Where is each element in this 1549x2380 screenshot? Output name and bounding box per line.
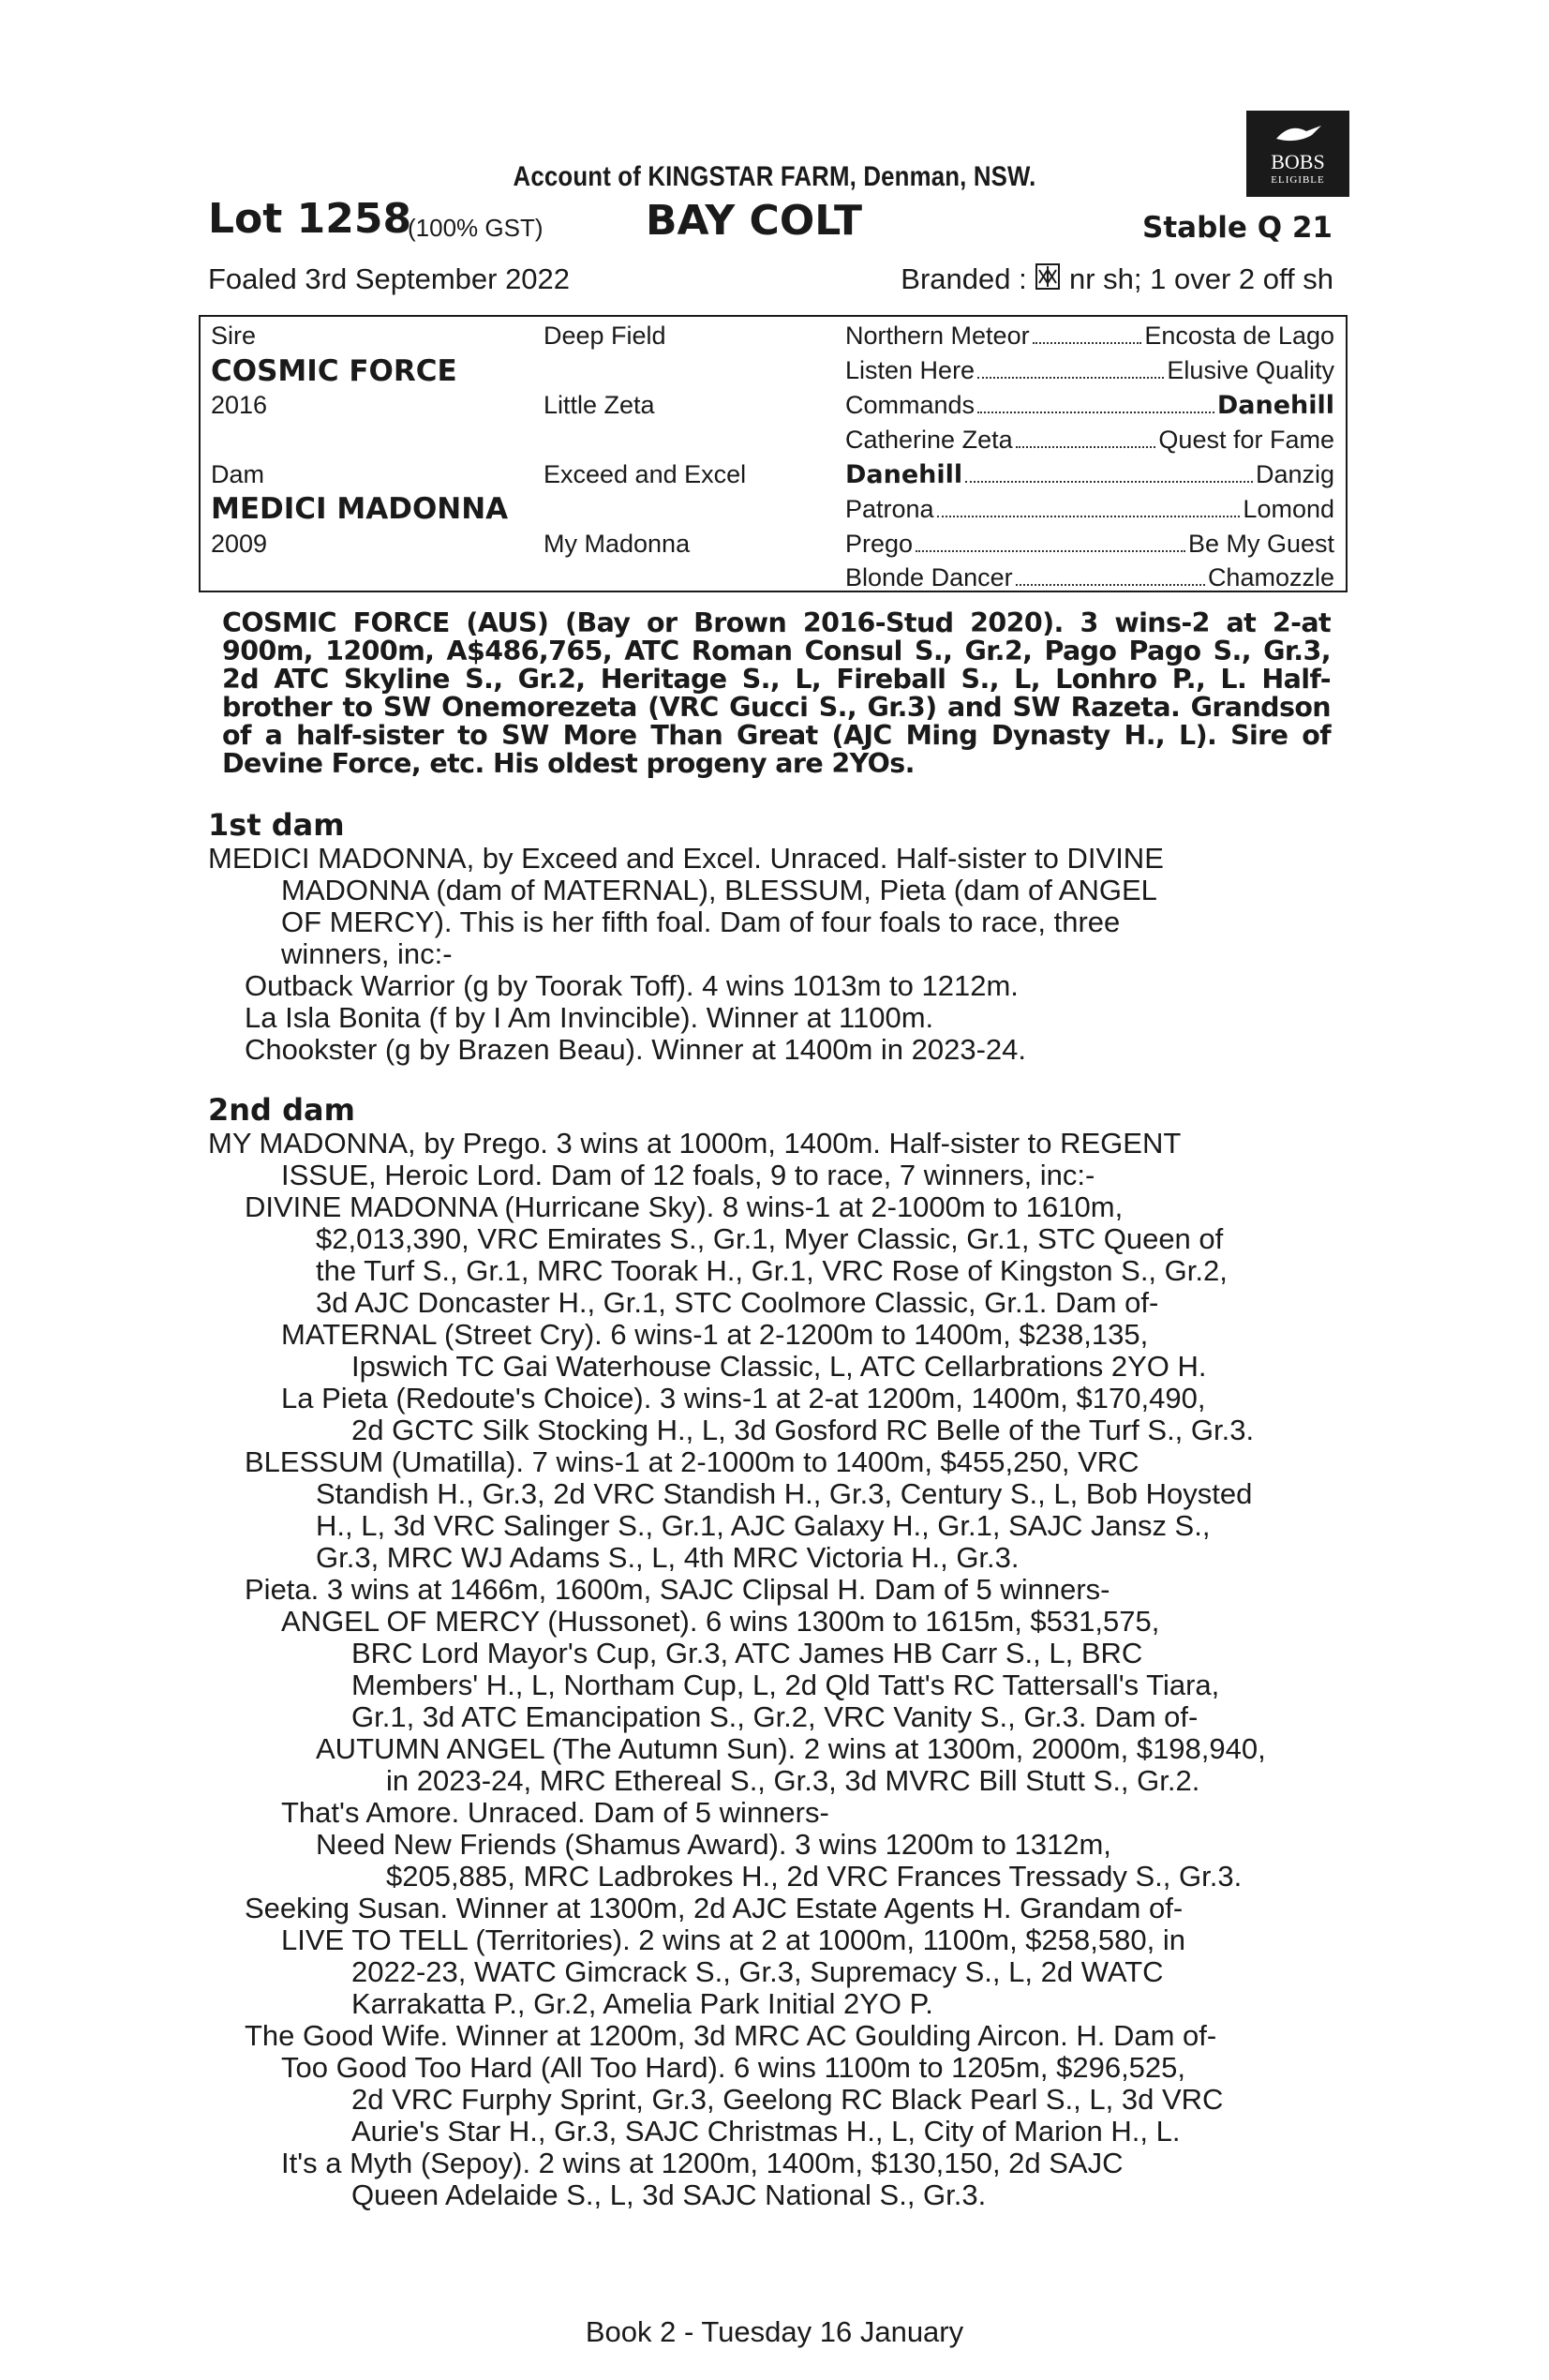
gst-note: (100% GST) xyxy=(408,214,544,242)
sire-summary: COSMIC FORCE (AUS) (Bay or Brown 2016-Stud 2020). 3 wins-2 at 2-at 900m, 1200m, A$486,765, ATC Roman Consul S., Gr.2, Pago Pago S., Gr.3, 2d ATC Skyline S., Gr.2, Heritage S., L, Fireball S., L, Lonhro P., L. Half-brother to SW Onemorezeta (VRC Gucci S., Gr.3) and SW Razeta. Grandson of a half-sister to SW More Than Great (AJC Ming Dynasty H., L). Sire of Devine Force, etc. His oldest progeny are 2YOs. xyxy=(222,607,1331,779)
dam-year: 2009 xyxy=(211,530,268,558)
account-of: Account of KINGSTAR FARM, Denman, NSW. xyxy=(513,161,1036,192)
progeny-line: Gr.1, 3d ATC Emancipation S., Gr.2, VRC Vanity S., Gr.3. Dam of- xyxy=(351,1700,1199,1733)
dam-line: MY MADONNA, by Prego. 3 wins at 1000m, 1400m. Half-sister to REGENT xyxy=(208,1127,1182,1160)
progeny-line: AUTUMN ANGEL (The Autumn Sun). 2 wins at 1300m, 2000m, $198,940, xyxy=(316,1732,1266,1765)
progeny-line: 3d AJC Doncaster H., Gr.1, STC Coolmore Classic, Gr.1. Dam of- xyxy=(316,1286,1159,1319)
stable-number: Stable Q 21 xyxy=(1142,211,1333,245)
gp-left: Northern Meteor xyxy=(845,322,1030,350)
progeny-line: Pieta. 3 wins at 1466m, 1600m, SAJC Clipsal H. Dam of 5 winners- xyxy=(245,1573,1110,1606)
progeny-line: 2022-23, WATC Gimcrack S., Gr.3, Supremacy S., L, 2d WATC xyxy=(351,1955,1164,1988)
sire-name: COSMIC FORCE xyxy=(211,354,457,388)
gp-row xyxy=(845,530,1334,559)
gp-row xyxy=(845,426,1334,455)
progeny-line: 2d GCTC Silk Stocking H., L, 3d Gosford RC Belle of the Turf S., Gr.3. xyxy=(351,1414,1255,1446)
gp-right: Encosta de Lago xyxy=(1144,322,1334,350)
progeny-line: Aurie's Star H., Gr.3, SAJC Christmas H., L, City of Marion H., L. xyxy=(351,2115,1181,2148)
dam-line: winners, inc:- xyxy=(281,937,453,970)
gp-row xyxy=(845,460,1334,489)
dam-line: ISSUE, Heroic Lord. Dam of 12 foals, 9 to race, 7 winners, inc:- xyxy=(281,1159,1095,1191)
gp-left: Commands xyxy=(845,391,976,419)
gp-right: Lomond xyxy=(1243,495,1334,523)
section-heading: 2nd dam xyxy=(208,1092,355,1128)
section-heading: 1st dam xyxy=(208,807,345,843)
gp-row xyxy=(845,391,1334,420)
progeny-line: DIVINE MADONNA (Hurricane Sky). 8 wins-1 at 2-1000m to 1610m, xyxy=(245,1190,1124,1223)
branded-description: nr sh; 1 over 2 off sh xyxy=(1068,262,1333,295)
progeny-line: LIVE TO TELL (Territories). 2 wins at 2 at 1000m, 1100m, $258,580, in xyxy=(281,1923,1185,1956)
progeny-line: Outback Warrior (g by Toorak Toff). 4 wins 1013m to 1212m. xyxy=(245,969,1019,1002)
dam-sire: Exceed and Excel xyxy=(544,460,747,488)
progeny-line: The Good Wife. Winner at 1200m, 3d MRC AC Goulding Aircon. H. Dam of- xyxy=(245,2019,1217,2052)
lot-line xyxy=(208,195,1333,251)
branded-info xyxy=(901,262,1333,296)
gp-left: Catherine Zeta xyxy=(845,426,1013,454)
progeny-line: Standish H., Gr.3, 2d VRC Standish H., Gr.3, Century S., L, Bob Hoysted xyxy=(316,1477,1253,1510)
gp-left: Patrona xyxy=(845,495,934,523)
progeny-line: La Pieta (Redoute's Choice). 3 wins-1 at 2-at 1200m, 1400m, $170,490, xyxy=(281,1382,1206,1415)
progeny-line: La Isla Bonita (f by I Am Invincible). Winner at 1100m. xyxy=(245,1001,934,1034)
gp-row xyxy=(845,356,1334,385)
foaled-date: Foaled 3rd September 2022 xyxy=(208,262,571,295)
page-footer: Book 2 - Tuesday 16 January xyxy=(585,2315,964,2348)
logo-main-text: BOBS xyxy=(1271,150,1325,173)
branded-label: Branded : xyxy=(901,262,1027,295)
first-dam-section xyxy=(208,807,1338,1110)
gp-left: Danehill xyxy=(845,460,963,489)
bobs-eligible-logo xyxy=(1246,111,1349,197)
dam-line: MEDICI MADONNA, by Exceed and Excel. Unraced. Half-sister to DIVINE xyxy=(208,842,1164,875)
progeny-line: Queen Adelaide S., L, 3d SAJC National S., Gr.3. xyxy=(351,2178,987,2211)
pedigree-table xyxy=(199,315,1348,592)
progeny-line: $205,885, MRC Ladbrokes H., 2d VRC Frances Tressady S., Gr.3. xyxy=(386,1860,1243,1893)
gp-right: Danehill xyxy=(1216,391,1334,420)
progeny-line: Karrakatta P., Gr.2, Amelia Park Initial 2YO P. xyxy=(351,1987,933,2020)
progeny-line: Seeking Susan. Winner at 1300m, 2d AJC Estate Agents H. Grandam of- xyxy=(245,1892,1184,1924)
progeny-line: Gr.3, MRC WJ Adams S., L, 4th MRC Victoria H., Gr.3. xyxy=(316,1541,1020,1574)
horse-sex-colour: BAY COLT xyxy=(646,197,863,245)
gp-row xyxy=(845,322,1334,351)
lot-number: Lot 1258 xyxy=(208,195,412,243)
progeny-line: It's a Myth (Sepoy). 2 wins at 1200m, 1400m, $130,150, 2d SAJC xyxy=(281,2147,1124,2179)
bird-icon xyxy=(1274,122,1323,146)
progeny-line: MATERNAL (Street Cry). 6 wins-1 at 2-1200m to 1400m, $238,135, xyxy=(281,1318,1149,1351)
progeny-line: Ipswich TC Gai Waterhouse Classic, L, ATC Cellarbrations 2YO H. xyxy=(351,1350,1207,1383)
progeny-line: Chookster (g by Brazen Beau). Winner at 1400m in 2023-24. xyxy=(245,1033,1027,1066)
progeny-line: BRC Lord Mayor's Cup, Gr.3, ATC James HB Carr S., L, BRC xyxy=(351,1637,1143,1669)
dam-label: Dam xyxy=(211,460,265,488)
progeny-line: H., L, 3d VRC Salinger S., Gr.1, AJC Galaxy H., Gr.1, SAJC Jansz S., xyxy=(316,1509,1211,1542)
gp-right: Chamozzle xyxy=(1207,563,1334,591)
progeny-line: That's Amore. Unraced. Dam of 5 winners- xyxy=(281,1796,829,1829)
logo-sub-text: ELIGIBLE xyxy=(1271,174,1325,186)
gp-row xyxy=(845,495,1334,524)
progeny-line: 2d VRC Furphy Sprint, Gr.3, Geelong RC Black Pearl S., L, 3d VRC xyxy=(351,2083,1224,2116)
gp-right: Be My Guest xyxy=(1187,530,1334,558)
progeny-line: in 2023-24, MRC Ethereal S., Gr.3, 3d MVRC Bill Stutt S., Gr.2. xyxy=(386,1764,1200,1797)
gp-right: Quest for Fame xyxy=(1158,426,1334,454)
progeny-line: Members' H., L, Northam Cup, L, 2d Qld Tatt's RC Tattersall's Tiara, xyxy=(351,1669,1220,1701)
dam-dam: My Madonna xyxy=(544,530,691,558)
gp-left: Listen Here xyxy=(845,356,976,384)
gp-row xyxy=(845,563,1334,592)
sire-dam: Little Zeta xyxy=(544,391,655,419)
gp-left: Prego xyxy=(845,530,914,558)
progeny-line: BLESSUM (Umatilla). 7 wins-1 at 2-1000m to 1400m, $455,250, VRC xyxy=(245,1445,1139,1478)
gp-right: Danzig xyxy=(1255,460,1334,488)
dam-line: MADONNA (dam of MATERNAL), BLESSUM, Pieta (dam of ANGEL xyxy=(281,874,1157,906)
progeny-line: Too Good Too Hard (All Too Hard). 6 wins 1100m to 1205m, $296,525, xyxy=(281,2051,1186,2084)
progeny-line: Need New Friends (Shamus Award). 3 wins 1200m to 1312m, xyxy=(316,1828,1111,1861)
second-dam-section xyxy=(208,1092,1338,2220)
progeny-line: $2,013,390, VRC Emirates S., Gr.1, Myer Classic, Gr.1, STC Queen of xyxy=(316,1222,1224,1255)
gp-right: Elusive Quality xyxy=(1167,356,1334,384)
sire-sire: Deep Field xyxy=(544,322,666,350)
dam-name: MEDICI MADONNA xyxy=(211,492,509,526)
dam-line: OF MERCY). This is her fifth foal. Dam of four foals to race, three xyxy=(281,906,1121,938)
progeny-line: the Turf S., Gr.1, MRC Toorak H., Gr.1, VRC Rose of Kingston S., Gr.2, xyxy=(316,1254,1228,1287)
sire-year: 2016 xyxy=(211,391,268,419)
sire-label: Sire xyxy=(211,322,257,350)
progeny-line: ANGEL OF MERCY (Hussonet). 6 wins 1300m to 1615m, $531,575, xyxy=(281,1605,1160,1638)
brand-mark-icon xyxy=(1035,262,1061,291)
gp-left: Blonde Dancer xyxy=(845,563,1013,591)
